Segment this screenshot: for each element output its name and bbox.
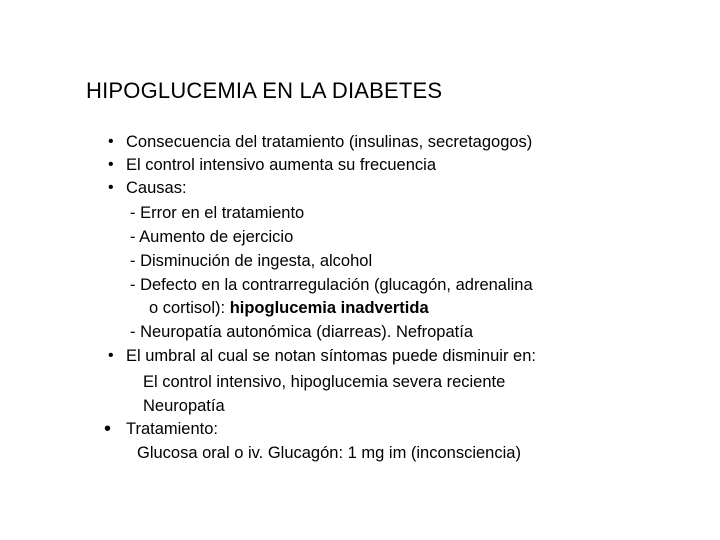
cause-line: - Disminución de ingesta, alcohol — [130, 252, 373, 270]
cause-line: - Neuropatía autonómica (diarreas). Nefropatía — [130, 323, 474, 341]
cause-continuation — [149, 298, 429, 318]
bullet-icon: • — [108, 179, 114, 196]
bullet-item-umbral: El umbral al cual se notan síntomas puede disminuir en: — [126, 347, 536, 365]
tratamiento-subline: Glucosa oral o iv. Glucagón: 1 mg im (inconsciencia) — [137, 444, 521, 462]
umbral-subline: Neuropatía — [143, 397, 225, 415]
cause-line: - Aumento de ejercicio — [130, 228, 294, 246]
slide-title: HIPOGLUCEMIA EN LA DIABETES — [86, 78, 443, 103]
bullet-icon: • — [108, 156, 114, 173]
bullet-item-consecuencia: Consecuencia del tratamiento (insulinas, secretagogos) — [126, 133, 533, 151]
bullet-icon: • — [104, 418, 112, 440]
cause-line: - Defecto en la contrarregulación (glucagón, adrenalina — [130, 276, 533, 294]
bullet-item-tratamiento: Tratamiento: — [126, 420, 219, 438]
bullet-icon: • — [108, 347, 114, 364]
cause-continuation-text: o cortisol): — [149, 299, 230, 317]
bullet-item-causas: Causas: — [126, 179, 187, 197]
bullet-icon: • — [108, 133, 114, 150]
cause-emphasis: hipoglucemia inadvertida — [229, 299, 429, 317]
cause-line: - Error en el tratamiento — [130, 204, 305, 222]
umbral-subline: El control intensivo, hipoglucemia severa reciente — [143, 373, 506, 391]
bullet-item-control: El control intensivo aumenta su frecuencia — [126, 156, 437, 174]
